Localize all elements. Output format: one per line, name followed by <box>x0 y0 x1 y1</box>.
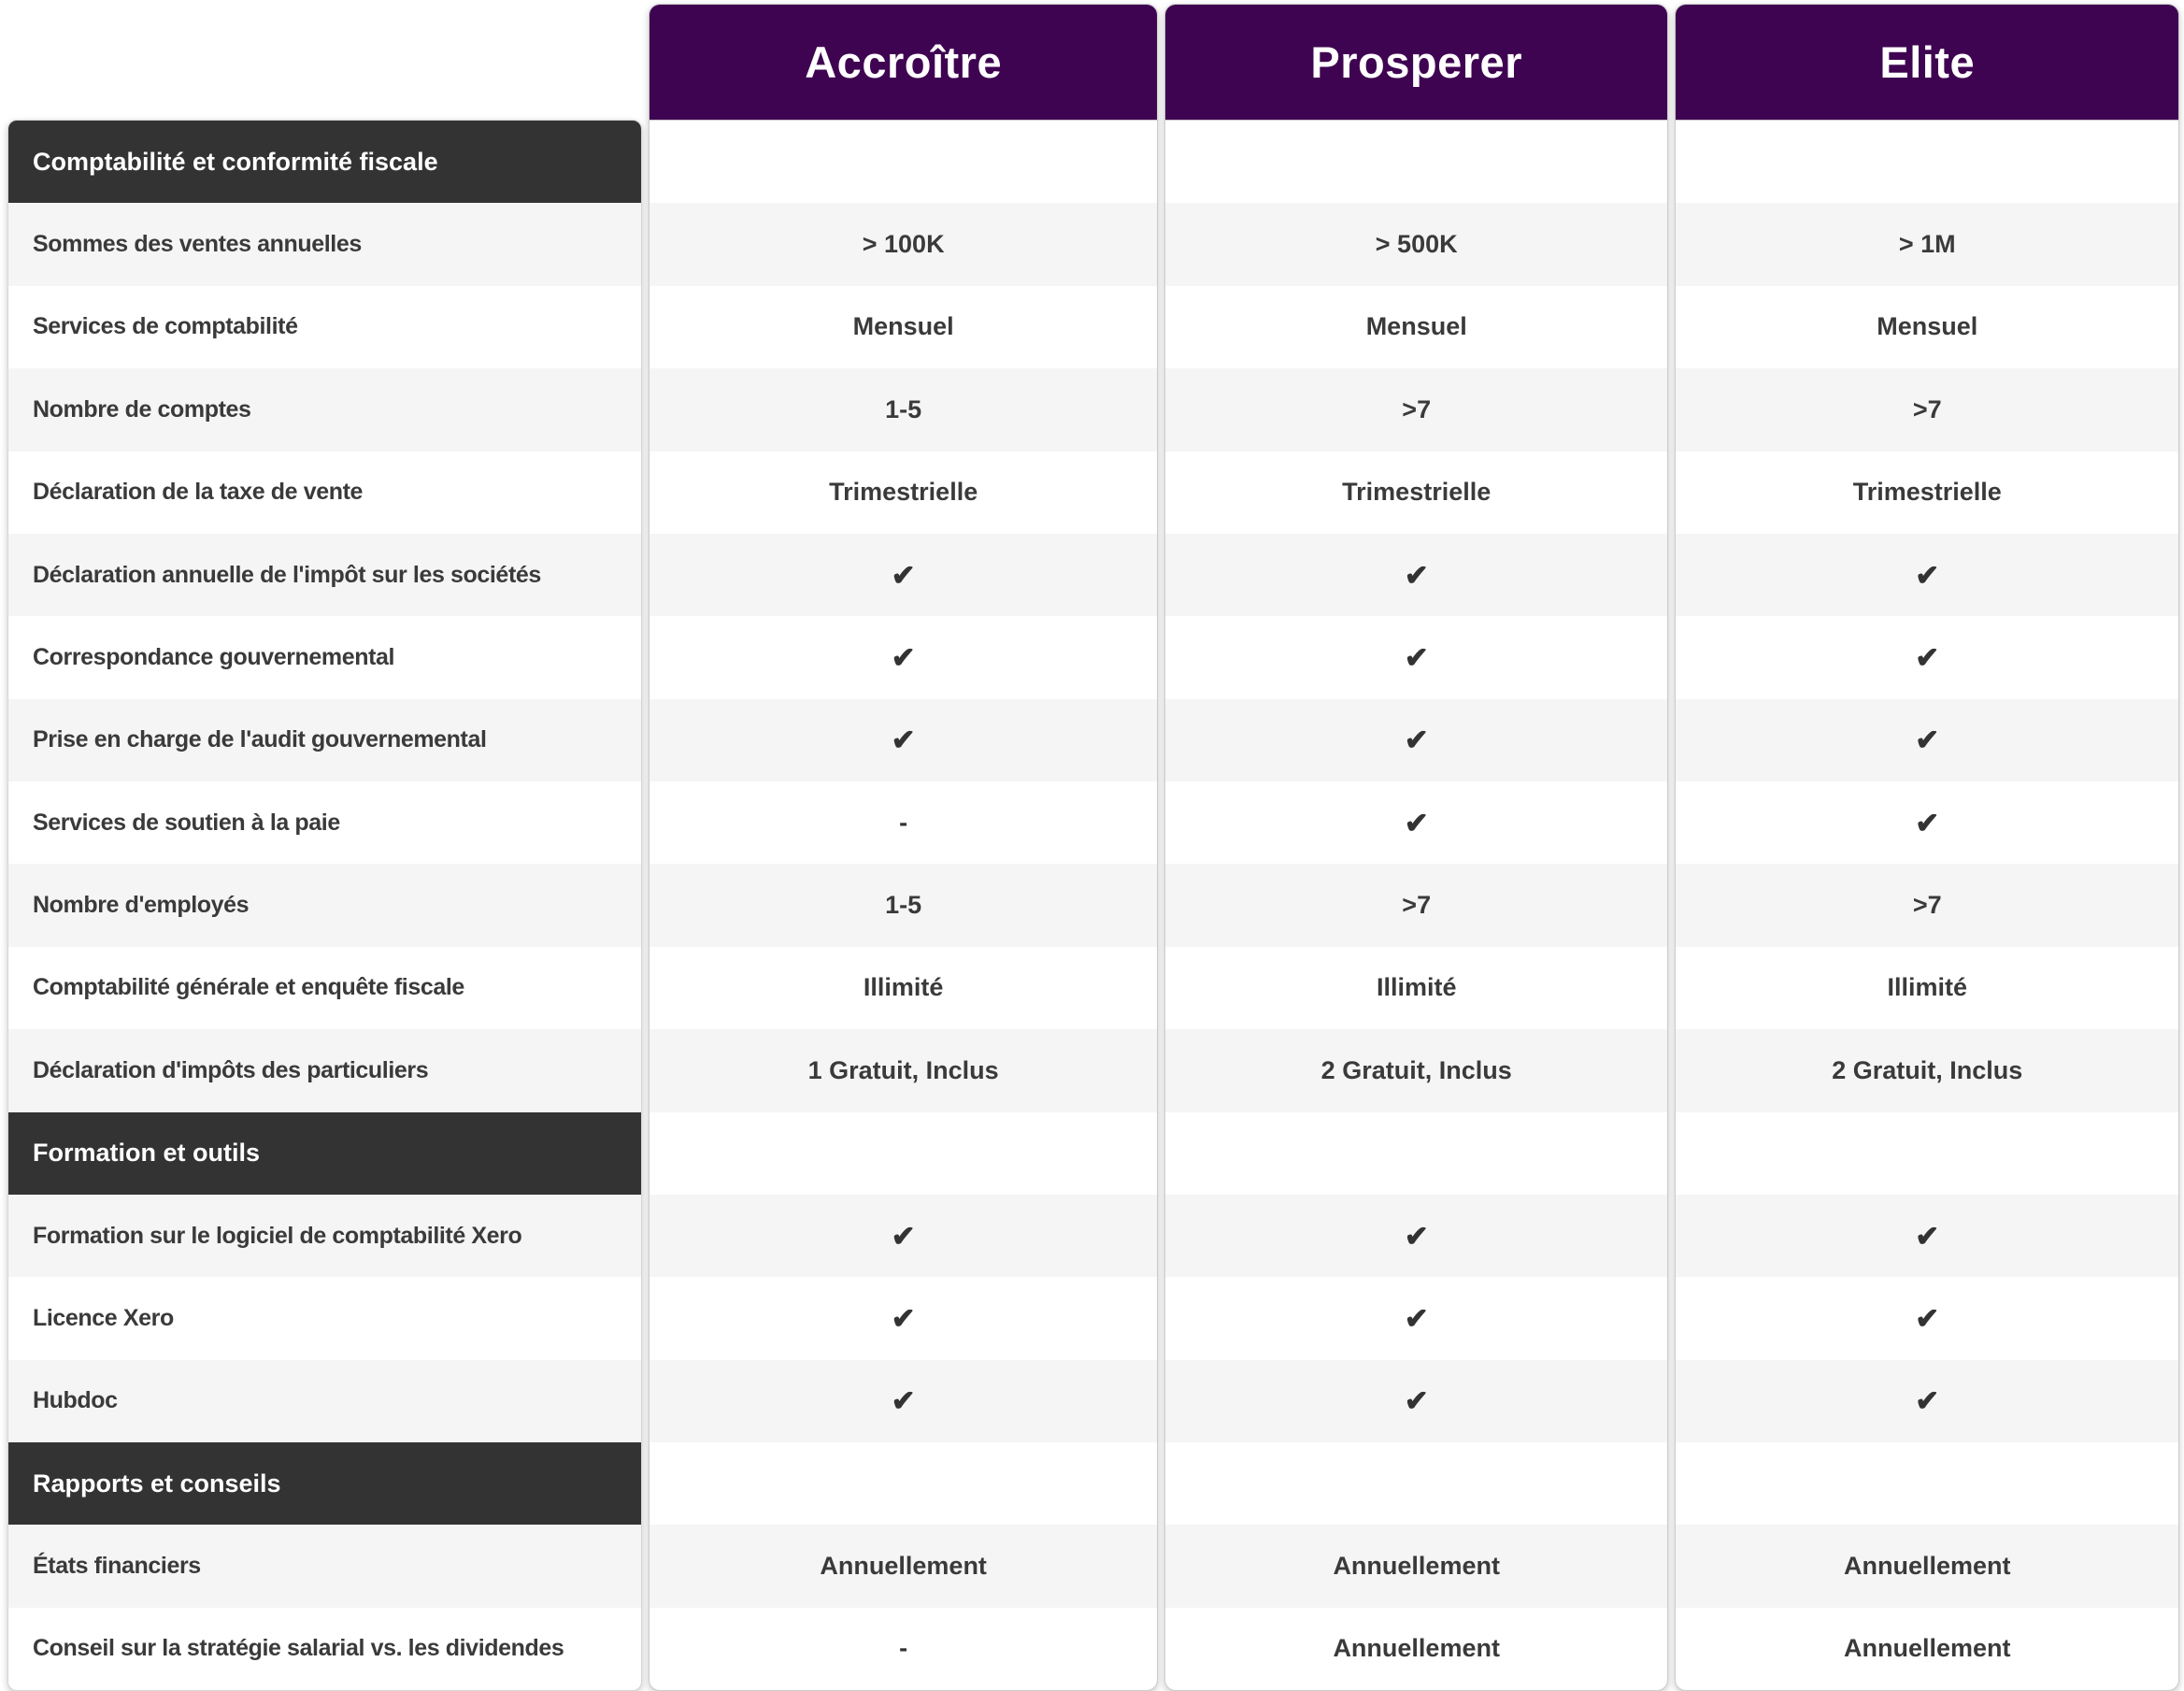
value-cell <box>1676 203 2178 285</box>
value-cell <box>1165 1608 1668 1690</box>
feature-labels-rows <box>8 121 641 1690</box>
value-text: 1-5 <box>885 394 922 423</box>
check-icon: ✔ <box>1915 1301 1940 1335</box>
value-cell <box>1676 1277 2178 1359</box>
value-text: > 500K <box>1375 230 1458 259</box>
feature-label: Comptabilité générale et enquête fiscale <box>33 974 464 1001</box>
feature-label: Déclaration de la taxe de vente <box>33 479 364 506</box>
feature-label: États financiers <box>8 1525 641 1607</box>
feature-labels-column <box>7 120 642 1691</box>
check-icon: ✔ <box>1915 1384 1940 1418</box>
value-cell <box>649 1608 1157 1690</box>
value-cell <box>1165 1360 1668 1442</box>
check-icon: ✔ <box>891 1384 916 1418</box>
value-cell <box>649 1525 1157 1607</box>
value-cell <box>1676 699 2178 781</box>
plan-column-prosperer <box>1164 4 1669 1691</box>
value-text: 2 Gratuit, Inclus <box>1832 1055 2023 1084</box>
value-text: 2 Gratuit, Inclus <box>1320 1055 1512 1084</box>
value-cell <box>649 368 1157 451</box>
value-cell <box>1676 286 2178 368</box>
check-icon: ✔ <box>1915 1219 1940 1253</box>
feature-label: Nombre de comptes <box>8 368 641 451</box>
section-empty-cell <box>1676 121 2178 203</box>
value-cell <box>649 451 1157 534</box>
section-empty-cell <box>1165 1442 1668 1525</box>
section-header: Rapports et conseils <box>8 1442 641 1525</box>
value-cell <box>1676 781 2178 864</box>
value-text: Illimité <box>1376 973 1457 1002</box>
feature-label: Licence Xero <box>33 1304 174 1331</box>
section-header: Comptabilité et conformité fiscale <box>8 121 641 203</box>
value-text: > 100K <box>862 230 945 259</box>
feature-label: Correspondance gouvernemental <box>33 643 395 670</box>
feature-label: Services de soutien à la paie <box>33 809 340 836</box>
value-text: Annuellement <box>1333 1634 1500 1663</box>
value-cell <box>1676 1360 2178 1442</box>
value-text: Illimité <box>1887 973 1967 1002</box>
feature-label: Hubdoc <box>8 1360 641 1442</box>
value-text: >7 <box>1402 394 1432 423</box>
value-text: >7 <box>1912 891 1942 920</box>
check-icon: ✔ <box>891 558 916 592</box>
check-icon: ✔ <box>891 640 916 674</box>
check-icon: ✔ <box>891 724 916 757</box>
value-cell <box>1676 616 2178 698</box>
value-cell <box>1165 699 1668 781</box>
value-cell <box>1165 534 1668 616</box>
plan-values-prosperer <box>1165 121 1668 1690</box>
section-header: Formation et outils <box>8 1112 641 1195</box>
check-icon: ✔ <box>1915 724 1940 757</box>
value-text: 1 Gratuit, Inclus <box>807 1055 999 1084</box>
value-cell <box>649 864 1157 946</box>
value-cell <box>649 947 1157 1029</box>
check-icon: ✔ <box>1404 724 1429 757</box>
value-text: >7 <box>1402 891 1432 920</box>
value-text: Annuellement <box>820 1552 987 1581</box>
plan-column-accroitre <box>649 4 1158 1691</box>
value-cell <box>649 203 1157 285</box>
check-icon: ✔ <box>1915 640 1940 674</box>
section-empty-cell <box>1676 1112 2178 1195</box>
value-text: 1-5 <box>885 891 922 920</box>
value-cell <box>1676 451 2178 534</box>
value-cell <box>1165 781 1668 864</box>
value-text: Trimestrielle <box>1852 478 2002 507</box>
plan-header-elite: Elite <box>1676 5 2178 121</box>
plan-values-accroitre <box>649 121 1157 1690</box>
value-cell <box>1165 1195 1668 1277</box>
check-icon: ✔ <box>1404 1384 1429 1418</box>
value-text: > 1M <box>1898 230 1956 259</box>
value-cell <box>1165 616 1668 698</box>
value-text: Annuellement <box>1843 1552 2011 1581</box>
value-text: Illimité <box>863 973 944 1002</box>
check-icon: ✔ <box>1404 640 1429 674</box>
value-cell <box>1165 1277 1668 1359</box>
section-empty-cell <box>649 1112 1157 1195</box>
check-icon: ✔ <box>1404 558 1429 592</box>
value-text: Annuellement <box>1333 1552 1500 1581</box>
value-cell <box>649 1195 1157 1277</box>
value-text: >7 <box>1912 394 1942 423</box>
value-text: Trimestrielle <box>829 478 978 507</box>
check-icon: ✔ <box>1915 806 1940 839</box>
value-cell <box>1676 534 2178 616</box>
section-empty-cell <box>1165 1112 1668 1195</box>
plan-header-prosperer: Prosperer <box>1165 5 1668 121</box>
section-empty-cell <box>1676 1442 2178 1525</box>
value-cell <box>1165 947 1668 1029</box>
check-icon: ✔ <box>1404 1219 1429 1253</box>
value-text: Mensuel <box>1365 312 1467 341</box>
value-cell <box>1676 864 2178 946</box>
feature-label: Conseil sur la stratégie salarial vs. les dividendes <box>33 1635 564 1662</box>
value-text: Mensuel <box>852 312 954 341</box>
value-cell <box>1165 864 1668 946</box>
feature-label: Sommes des ventes annuelles <box>8 203 641 285</box>
plan-column-elite <box>1675 4 2179 1691</box>
feature-label: Déclaration d'impôts des particuliers <box>8 1029 641 1111</box>
value-text: Trimestrielle <box>1342 478 1492 507</box>
value-cell <box>649 1360 1157 1442</box>
dash-placeholder: - <box>899 1634 908 1663</box>
value-cell <box>1676 947 2178 1029</box>
value-cell <box>649 616 1157 698</box>
value-text: Mensuel <box>1877 312 1978 341</box>
value-cell <box>1165 368 1668 451</box>
check-icon: ✔ <box>1404 1301 1429 1335</box>
check-icon: ✔ <box>1404 806 1429 839</box>
feature-label: Prise en charge de l'audit gouvernemental <box>8 699 641 781</box>
value-cell <box>1676 1195 2178 1277</box>
value-cell <box>649 1277 1157 1359</box>
value-cell <box>1165 451 1668 534</box>
value-cell <box>649 699 1157 781</box>
plan-values-elite <box>1676 121 2178 1690</box>
value-cell <box>1165 286 1668 368</box>
value-cell <box>1165 203 1668 285</box>
feature-label: Déclaration annuelle de l'impôt sur les sociétés <box>8 534 641 616</box>
dash-placeholder: - <box>899 808 908 837</box>
section-empty-cell <box>649 121 1157 203</box>
feature-label: Services de comptabilité <box>33 313 298 340</box>
value-cell <box>1165 1029 1668 1111</box>
value-cell <box>649 781 1157 864</box>
value-cell <box>649 286 1157 368</box>
check-icon: ✔ <box>891 1219 916 1253</box>
check-icon: ✔ <box>891 1301 916 1335</box>
value-cell <box>649 534 1157 616</box>
check-icon: ✔ <box>1915 558 1940 592</box>
value-text: Annuellement <box>1843 1634 2011 1663</box>
value-cell <box>1676 1029 2178 1111</box>
value-cell <box>1676 368 2178 451</box>
section-empty-cell <box>1165 121 1668 203</box>
value-cell <box>1676 1525 2178 1607</box>
value-cell <box>1165 1525 1668 1607</box>
section-empty-cell <box>649 1442 1157 1525</box>
plan-header-accroitre: Accroître <box>649 5 1157 121</box>
feature-label: Formation sur le logiciel de comptabilité Xero <box>8 1195 641 1277</box>
value-cell <box>649 1029 1157 1111</box>
feature-label: Nombre d'employés <box>8 864 641 946</box>
value-cell <box>1676 1608 2178 1690</box>
